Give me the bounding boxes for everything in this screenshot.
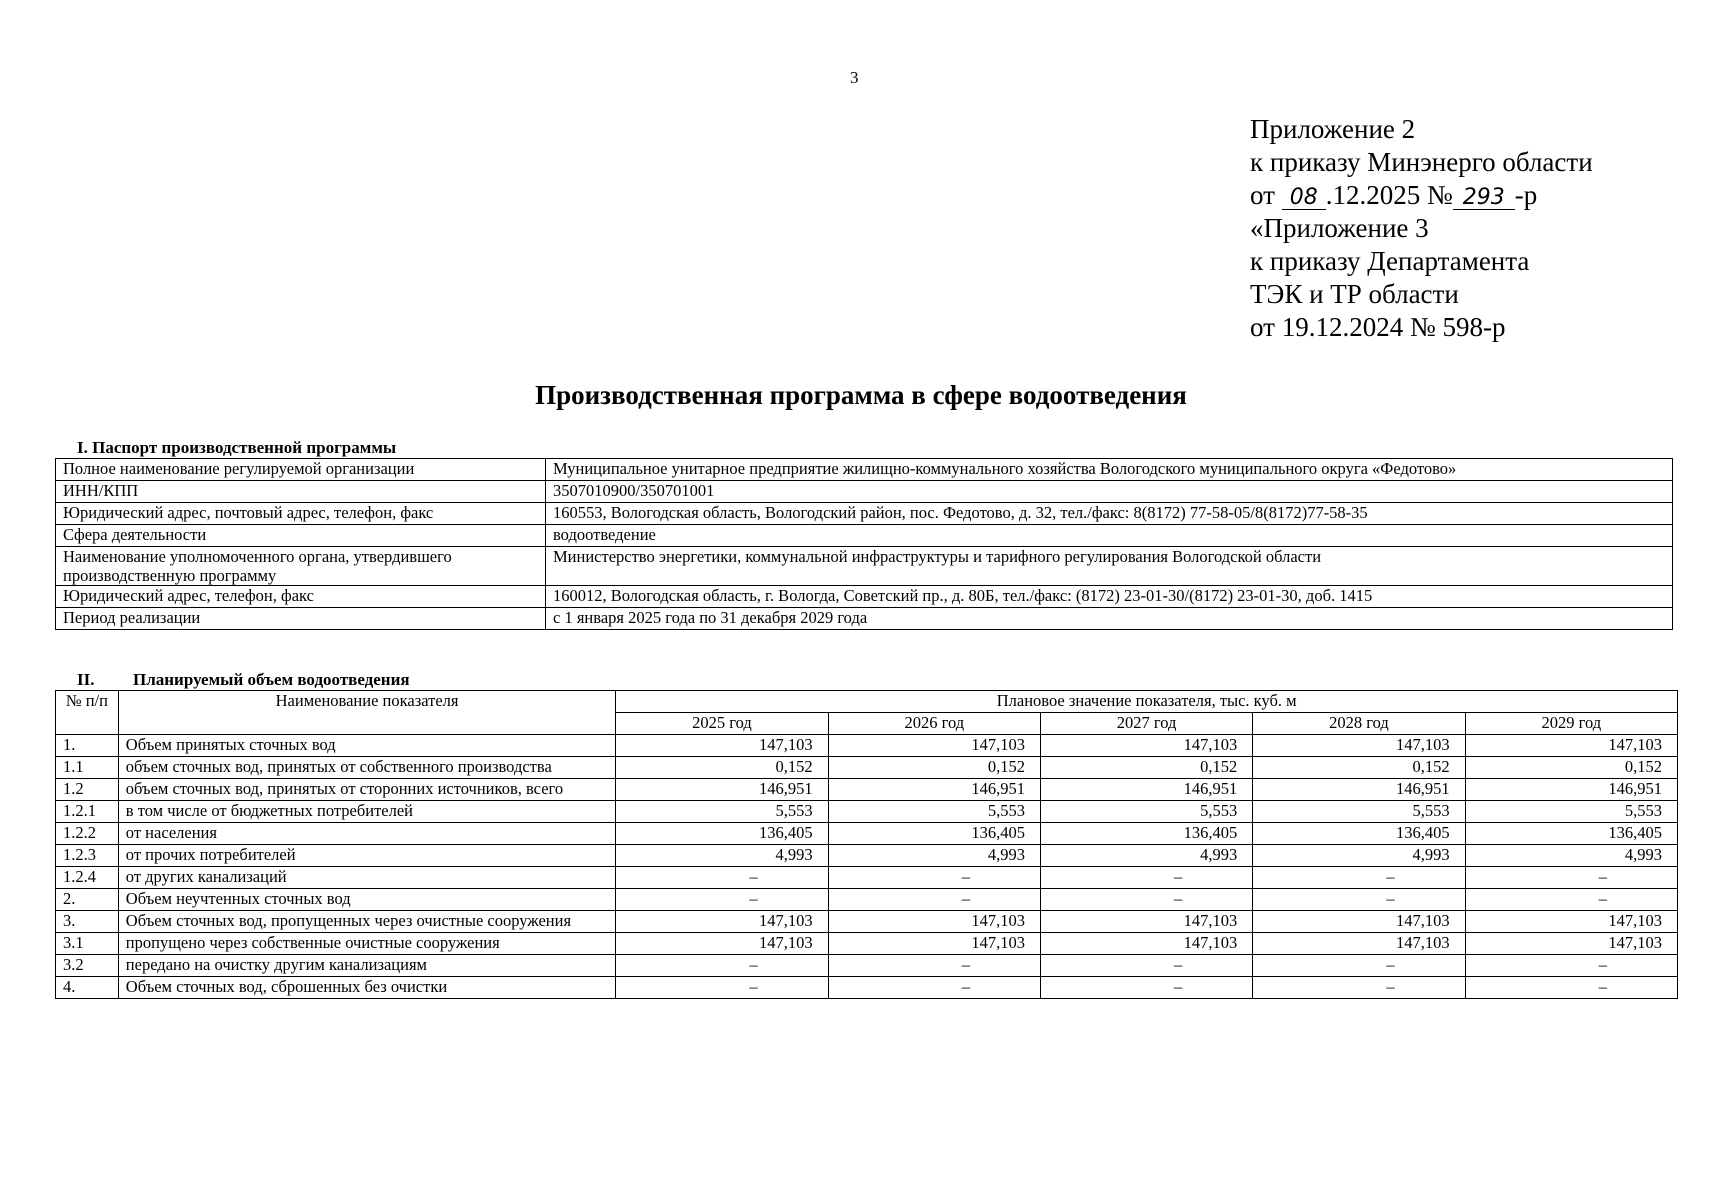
row-value: 5,553	[1040, 801, 1252, 823]
row-number: 1.1	[56, 757, 119, 779]
row-number: 1.	[56, 735, 119, 757]
section-1-title: I. Паспорт производственной программы	[77, 438, 397, 457]
passport-key: Юридический адрес, почтовый адрес, телефон, факс	[56, 503, 546, 525]
appendix-line-6: ТЭК и ТР области	[1250, 279, 1459, 309]
row-value: 136,405	[1465, 823, 1677, 845]
row-value: 136,405	[616, 823, 828, 845]
row-value: 147,103	[1465, 911, 1677, 933]
row-value: 147,103	[1253, 911, 1465, 933]
handwritten-day: 08	[1282, 187, 1326, 210]
row-value: –	[616, 867, 828, 889]
appendix-line-2: к приказу Минэнерго области	[1250, 147, 1593, 177]
passport-value: водоотведение	[546, 525, 1673, 547]
year-header: 2025 год	[616, 713, 828, 735]
page-number: 3	[850, 68, 859, 87]
row-value: 147,103	[1040, 933, 1252, 955]
row-number: 2.	[56, 889, 119, 911]
row-value: –	[616, 977, 828, 999]
row-value: –	[616, 889, 828, 911]
plan-row	[56, 757, 1678, 779]
passport-key: Период реализации	[56, 608, 546, 630]
row-value: 147,103	[616, 933, 828, 955]
section-2-title: Планируемый объем водоотведения	[133, 670, 410, 689]
row-value: 147,103	[616, 735, 828, 757]
row-value: 147,103	[828, 735, 1040, 757]
row-value: –	[1253, 889, 1465, 911]
row-value: 146,951	[616, 779, 828, 801]
row-number: 3.2	[56, 955, 119, 977]
row-value: –	[1253, 977, 1465, 999]
row-value: 4,993	[1040, 845, 1252, 867]
row-value: –	[828, 955, 1040, 977]
passport-value: 3507010900/350701001	[546, 481, 1673, 503]
row-value: 5,553	[1465, 801, 1677, 823]
passport-value: 160553, Вологодская область, Вологодский район, пос. Федотово, д. 32, тел./факс: 8(8172) 77-58-05/8(8172)77-58-35	[546, 503, 1673, 525]
plan-row	[56, 867, 1678, 889]
row-name: Объем принятых сточных вод	[118, 735, 616, 757]
passport-row	[56, 459, 1673, 481]
row-name: Объем сточных вод, пропущенных через очистные сооружения	[118, 911, 616, 933]
document-title: Производственная программа в сфере водоотведения	[535, 380, 1187, 410]
passport-value: 160012, Вологодская область, г. Вологда, Советский пр., д. 80Б, тел./факс: (8172) 23-01-30/(8172) 23-01-30, доб. 1415	[546, 586, 1673, 608]
row-number: 1.2.1	[56, 801, 119, 823]
row-value: 147,103	[1253, 735, 1465, 757]
row-value: 146,951	[828, 779, 1040, 801]
passport-key: ИНН/КПП	[56, 481, 546, 503]
row-value: –	[828, 889, 1040, 911]
row-value: 5,553	[1253, 801, 1465, 823]
passport-row	[56, 547, 1673, 586]
row-value: 0,152	[1253, 757, 1465, 779]
row-value: 147,103	[1465, 735, 1677, 757]
row-name: объем сточных вод, принятых от собственного производства	[118, 757, 616, 779]
appendix-line-7: от 19.12.2024 № 598-р	[1250, 312, 1506, 342]
plan-row	[56, 955, 1678, 977]
row-number: 3.	[56, 911, 119, 933]
plan-row	[56, 933, 1678, 955]
appendix-line-4: «Приложение 3	[1250, 213, 1429, 243]
row-value: –	[1253, 955, 1465, 977]
passport-row	[56, 503, 1673, 525]
plan-row	[56, 889, 1678, 911]
row-value: 147,103	[828, 911, 1040, 933]
passport-row	[56, 525, 1673, 547]
row-number: 1.2	[56, 779, 119, 801]
plan-row	[56, 823, 1678, 845]
row-value: –	[828, 867, 1040, 889]
row-name: Объем неучтенных сточных вод	[118, 889, 616, 911]
appendix-date-prefix: от	[1250, 180, 1275, 210]
row-value: 5,553	[828, 801, 1040, 823]
year-header: 2026 год	[828, 713, 1040, 735]
passport-key: Наименование уполномоченного органа, утвердившего производственную программу	[56, 547, 546, 586]
plan-row	[56, 801, 1678, 823]
section-2-number: II.	[77, 670, 95, 689]
row-value: 4,993	[616, 845, 828, 867]
row-value: –	[1465, 867, 1677, 889]
row-value: 146,951	[1253, 779, 1465, 801]
passport-table	[55, 458, 1673, 630]
row-value: –	[616, 955, 828, 977]
row-name: от других канализаций	[118, 867, 616, 889]
year-header: 2027 год	[1040, 713, 1252, 735]
passport-value: Муниципальное унитарное предприятие жилищно-коммунального хозяйства Вологодского муниципального округа «Федотово»	[546, 459, 1673, 481]
passport-row	[56, 608, 1673, 630]
row-number: 1.2.3	[56, 845, 119, 867]
row-value: 5,553	[616, 801, 828, 823]
passport-key: Сфера деятельности	[56, 525, 546, 547]
appendix-line-1: Приложение 2	[1250, 114, 1416, 144]
appendix-date-suffix: -р	[1514, 180, 1538, 210]
header-plan: Плановое значение показателя, тыс. куб. м	[616, 691, 1678, 713]
plan-row	[56, 911, 1678, 933]
plan-row	[56, 845, 1678, 867]
row-name: передано на очистку другим канализациям	[118, 955, 616, 977]
plan-row	[56, 735, 1678, 757]
row-value: 146,951	[1465, 779, 1677, 801]
plan-header-row	[56, 691, 1678, 713]
row-value: –	[1465, 977, 1677, 999]
row-value: –	[1465, 889, 1677, 911]
row-value: –	[1040, 889, 1252, 911]
passport-row	[56, 481, 1673, 503]
row-value: 146,951	[1040, 779, 1252, 801]
row-value: –	[1040, 977, 1252, 999]
plan-row	[56, 977, 1678, 999]
passport-key: Полное наименование регулируемой организации	[56, 459, 546, 481]
row-value: –	[1040, 867, 1252, 889]
row-name: объем сточных вод, принятых от сторонних источников, всего	[118, 779, 616, 801]
row-value: 0,152	[616, 757, 828, 779]
row-value: 136,405	[1040, 823, 1252, 845]
row-value: 4,993	[1253, 845, 1465, 867]
appendix-date-mid: .12.2025 №	[1325, 180, 1453, 210]
row-value: 0,152	[1465, 757, 1677, 779]
row-number: 4.	[56, 977, 119, 999]
row-number: 1.2.2	[56, 823, 119, 845]
row-value: –	[1465, 955, 1677, 977]
row-value: 0,152	[828, 757, 1040, 779]
row-name: от населения	[118, 823, 616, 845]
passport-value: Министерство энергетики, коммунальной инфраструктуры и тарифного регулирования Вологодской области	[546, 547, 1673, 586]
row-number: 3.1	[56, 933, 119, 955]
year-header: 2028 год	[1253, 713, 1465, 735]
handwritten-number: 293	[1453, 187, 1515, 210]
row-value: 147,103	[828, 933, 1040, 955]
row-value: 4,993	[828, 845, 1040, 867]
plan-table	[55, 690, 1678, 999]
row-value: 0,152	[1040, 757, 1252, 779]
row-value: –	[1253, 867, 1465, 889]
appendix-line-5: к приказу Департамента	[1250, 246, 1530, 276]
passport-value: с 1 января 2025 года по 31 декабря 2029 года	[546, 608, 1673, 630]
row-value: 147,103	[1253, 933, 1465, 955]
row-value: 147,103	[1040, 911, 1252, 933]
passport-row	[56, 586, 1673, 608]
row-name: в том числе от бюджетных потребителей	[118, 801, 616, 823]
row-value: 136,405	[828, 823, 1040, 845]
header-num: № п/п	[56, 691, 119, 735]
row-value: 147,103	[1465, 933, 1677, 955]
plan-row	[56, 779, 1678, 801]
row-value: 147,103	[616, 911, 828, 933]
appendix-block	[1250, 113, 1593, 344]
row-value: 147,103	[1040, 735, 1252, 757]
row-number: 1.2.4	[56, 867, 119, 889]
appendix-line-3	[1250, 179, 1593, 212]
row-value: 136,405	[1253, 823, 1465, 845]
passport-key: Юридический адрес, телефон, факс	[56, 586, 546, 608]
row-name: Объем сточных вод, сброшенных без очистки	[118, 977, 616, 999]
row-name: от прочих потребителей	[118, 845, 616, 867]
row-name: пропущено через собственные очистные сооружения	[118, 933, 616, 955]
row-value: 4,993	[1465, 845, 1677, 867]
header-name: Наименование показателя	[118, 691, 616, 735]
year-header: 2029 год	[1465, 713, 1677, 735]
row-value: –	[828, 977, 1040, 999]
row-value: –	[1040, 955, 1252, 977]
